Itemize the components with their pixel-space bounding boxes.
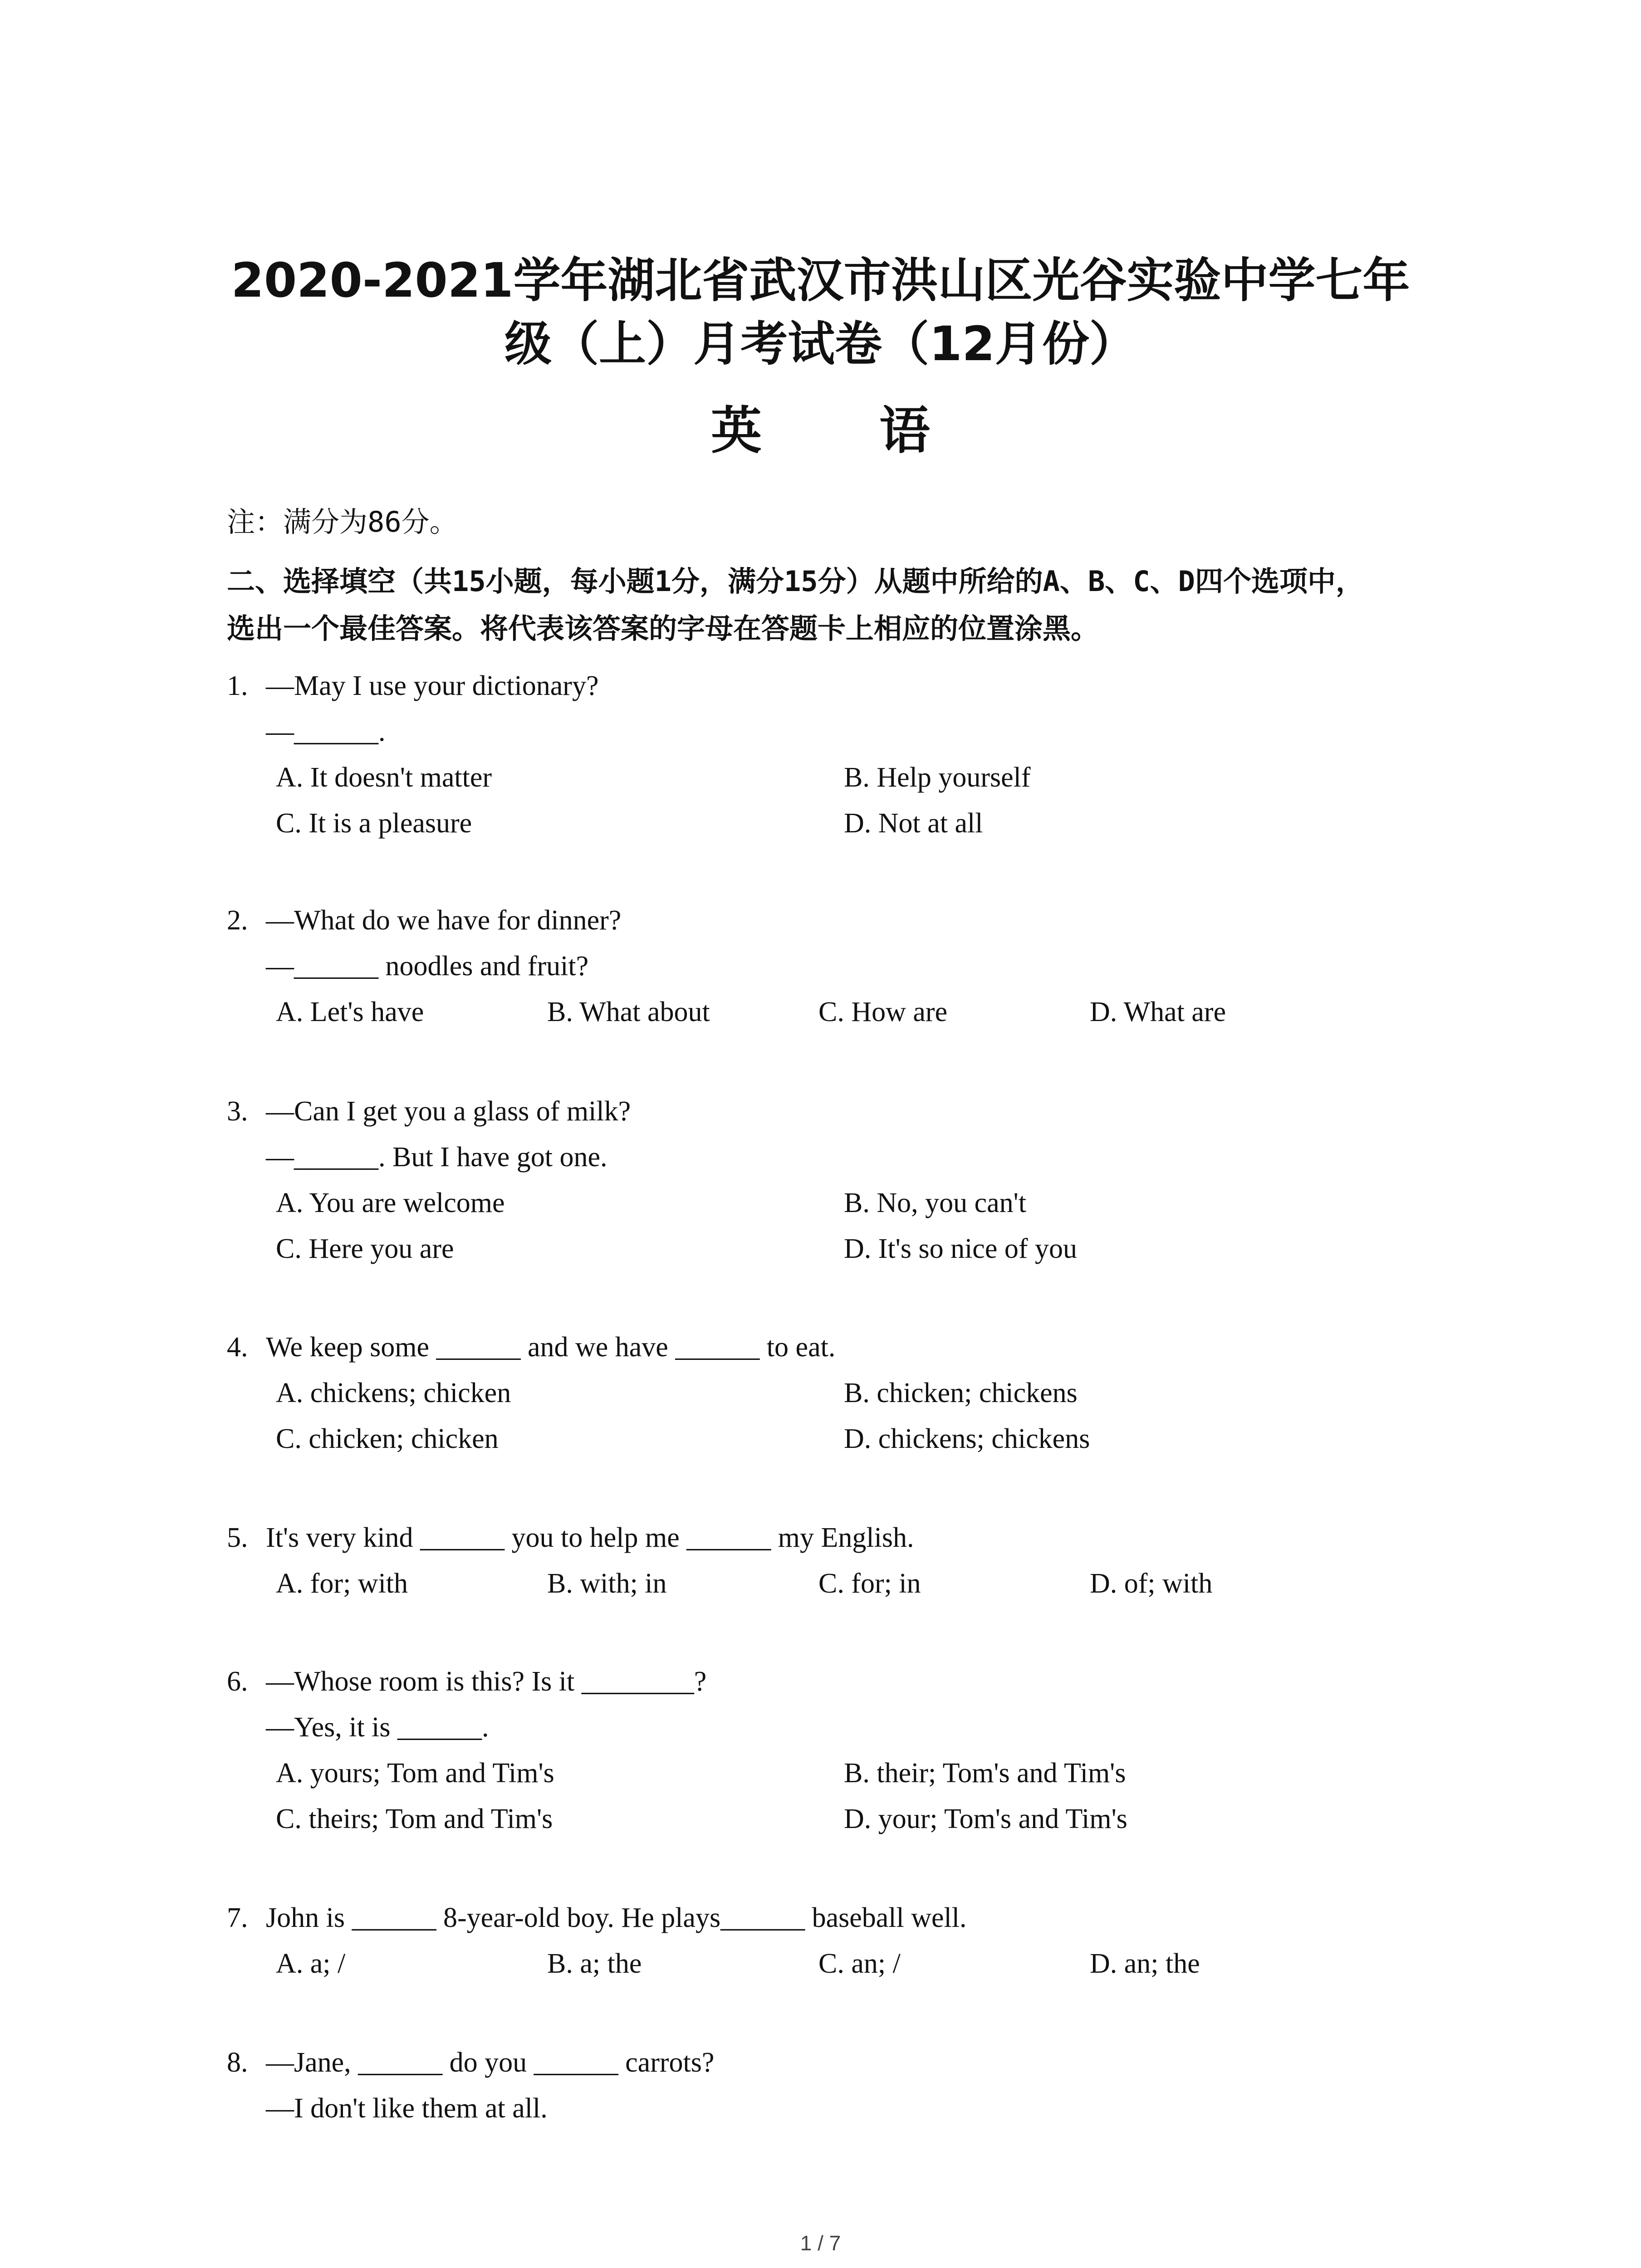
option-d: D. What are [1090,997,1226,1027]
question-number: 8. [227,2047,248,2078]
question-number: 4. [227,1332,248,1363]
instruction-line-1: 二、选择填空（共15小题，每小题1分，满分15分）从题中所给的A、B、C、D四个选项中， [227,565,1364,598]
option-a: A. yours; Tom and Tim's [276,1758,554,1789]
question-number: 1. [227,670,248,701]
question-stem: John is ______ 8-year-old boy. He plays______ baseball well. [266,1902,967,1933]
option-b: B. their; Tom's and Tim's [844,1758,1126,1789]
question-stem: —Jane, ______ do you ______ carrots? [266,2047,715,2078]
question-response: —Yes, it is ______. [266,1712,489,1743]
question-4 [227,1325,1429,1462]
question-stem: We keep some ______ and we have ______ to eat. [266,1332,836,1363]
question-1 [227,663,1429,846]
question-stem: —What do we have for dinner? [266,905,622,936]
question-response: —______. But I have got one. [266,1142,607,1173]
option-c: C. an; / [818,1948,901,1979]
question-number: 5. [227,1522,248,1553]
option-d: D. Not at all [844,808,983,839]
option-d: D. chickens; chickens [844,1423,1090,1454]
question-5 [227,1515,1429,1607]
section-instruction [227,558,1425,652]
question-number: 3. [227,1096,248,1127]
option-b: B. with; in [547,1568,667,1599]
question-6 [227,1659,1429,1842]
option-c: C. It is a pleasure [276,808,472,839]
question-response: —I don't like them at all. [266,2093,548,2124]
option-d: D. It's so nice of you [844,1233,1077,1264]
subject-heading: 英 语 [711,401,980,460]
option-a: A. a; / [276,1948,346,1979]
exam-title [136,249,1505,376]
exam-title-line-1: 2020-2021学年湖北省武汉市洪山区光谷实验中学七年 [231,253,1410,308]
option-a: A. You are welcome [276,1188,505,1218]
option-b: B. No, you can't [844,1188,1027,1218]
option-c: C. for; in [818,1568,921,1599]
question-response: —______. [266,716,386,747]
option-b: B. What about [547,997,710,1027]
option-b: B. Help yourself [844,762,1031,793]
question-response: —______ noodles and fruit? [266,951,589,982]
page-number: 1 / 7 [800,2231,841,2255]
option-a: A. It doesn't matter [276,762,492,793]
question-number: 7. [227,1902,248,1933]
option-c: C. How are [818,997,948,1027]
question-number: 2. [227,905,248,936]
question-stem: —Can I get you a glass of milk? [266,1096,631,1127]
exam-title-line-2: 级（上）月考试卷（12月份） [505,316,1136,371]
option-d: D. an; the [1090,1948,1200,1979]
score-note: 注：满分为86分。 [227,505,458,538]
question-stem: It's very kind ______ you to help me ______ my English. [266,1522,914,1553]
option-c: C. chicken; chicken [276,1423,499,1454]
option-d: D. your; Tom's and Tim's [844,1804,1127,1834]
instruction-line-2: 选出一个最佳答案。将代表该答案的字母在答题卡上相应的位置涂黑。 [227,612,1099,645]
question-7 [227,1895,1429,1987]
question-number: 6. [227,1666,248,1697]
option-a: A. Let's have [276,997,424,1027]
option-d: D. of; with [1090,1568,1213,1599]
option-b: B. a; the [547,1948,642,1979]
option-b: B. chicken; chickens [844,1378,1078,1408]
option-a: A. for; with [276,1568,408,1599]
question-8 [227,2040,1429,2131]
question-stem: —Whose room is this? Is it ________? [266,1666,707,1697]
option-c: C. theirs; Tom and Tim's [276,1804,553,1834]
option-a: A. chickens; chicken [276,1378,511,1408]
option-c: C. Here you are [276,1233,454,1264]
question-2 [227,898,1429,1035]
question-3 [227,1089,1429,1272]
question-stem: —May I use your dictionary? [266,670,599,701]
